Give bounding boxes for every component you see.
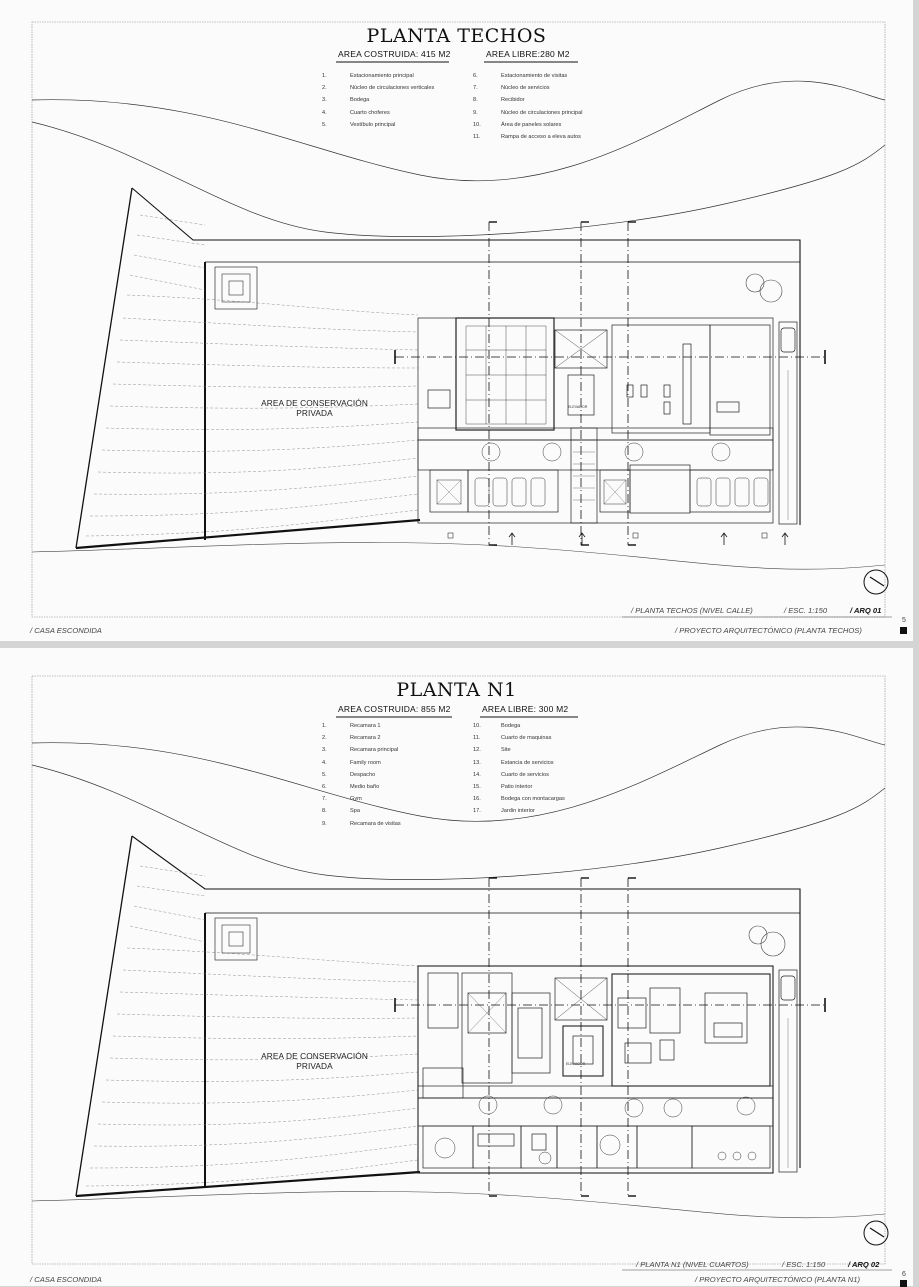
legend-item-text: Cuarto choferes — [350, 109, 390, 116]
legend-item-text: Estacionamiento de visitas — [501, 73, 568, 79]
scale-label: / ESC. 1:150 — [782, 1260, 826, 1269]
plan-sheet-n1 — [0, 648, 913, 1286]
legend-item-number: 9. — [473, 109, 478, 116]
legend-item — [473, 94, 582, 106]
legend-item-text: Núcleo de circulaciones verticales — [350, 85, 435, 92]
legend-item — [473, 757, 565, 769]
legend-item — [322, 720, 401, 732]
legend-item — [473, 732, 565, 744]
legend-item-text: Área de paneles solares — [501, 121, 562, 128]
legend-item — [473, 793, 565, 805]
sheet-code — [848, 1260, 879, 1269]
legend-item-number: 6. — [473, 73, 478, 79]
legend-item-number: 17. — [473, 808, 481, 815]
legend-item — [322, 94, 434, 106]
project-subtitle: / PROYECTO ARQUITECTÓNICO (PLANTA TECHOS) — [675, 626, 862, 635]
legend-item — [473, 107, 582, 119]
plan-sheet-roof — [0, 0, 913, 641]
conservation-area-label — [252, 1051, 377, 1071]
elevator-label: ELEVADOR — [568, 405, 588, 409]
legend-item-text: Family room — [350, 759, 381, 766]
legend-item-number: 7. — [473, 85, 478, 92]
legend-item — [473, 744, 565, 756]
area-free: AREA LIBRE:280 M2 — [486, 49, 570, 59]
legend-item-text: Bodega — [501, 723, 521, 729]
legend-item-number: 5. — [322, 771, 327, 778]
legend-item-text: Recamara principal — [350, 747, 399, 754]
legend-item — [322, 793, 401, 805]
sheet-title: PLANTA N1 — [396, 679, 517, 701]
legend-item — [322, 818, 401, 830]
legend-item-number: 16. — [473, 796, 481, 803]
legend-item-number: 10. — [473, 121, 481, 128]
legend-item-number: 13. — [473, 759, 481, 766]
legend-item-number: 2. — [322, 735, 327, 742]
legend-item — [473, 82, 582, 94]
legend-item-text: Jardin interior — [501, 808, 535, 815]
scale-label: / ESC. 1:150 — [784, 606, 828, 615]
legend-item — [473, 781, 565, 793]
legend-item — [473, 131, 582, 143]
legend-item-text: Bodega — [350, 97, 370, 104]
page-marker — [900, 627, 907, 634]
legend-item — [322, 107, 434, 119]
legend-item-number: 9. — [322, 820, 327, 827]
legend-item — [322, 119, 434, 131]
legend-item — [473, 769, 565, 781]
legend-item-number: 3. — [322, 97, 327, 104]
legend-item-number: 8. — [322, 808, 327, 815]
legend-item — [473, 805, 565, 817]
legend-item-number: 3. — [322, 747, 327, 754]
legend-item-text: Estancia de servicios — [501, 759, 554, 766]
legend-item-number: 1. — [322, 73, 327, 79]
conservation-label-line-2: PRIVADA — [296, 1061, 333, 1071]
sheet-code-text: / ARQ 02 — [848, 1260, 880, 1269]
legend-item-text: Recamara de visitas — [350, 820, 401, 827]
legend-item-text: Vestíbulo principal — [350, 121, 396, 128]
project-name: / CASA ESCONDIDA — [30, 1275, 102, 1284]
legend-item-text: Núcleo de servicios — [501, 85, 550, 92]
legend-item — [322, 70, 434, 82]
legend-column-right — [473, 70, 582, 143]
plan-label: / PLANTA N1 (NIVEL CUARTOS) — [636, 1260, 749, 1269]
elevator-label: ELEVADOR — [566, 1062, 586, 1066]
legend-item-number: 4. — [322, 109, 327, 116]
legend-item-number: 10. — [473, 723, 481, 729]
page-number: 6 — [902, 1271, 906, 1278]
conservation-area-label — [252, 398, 377, 418]
legend-item-text: Rampa de acceso a eleva autos — [501, 134, 581, 141]
legend-item-text: Gym — [350, 796, 362, 803]
legend-item-number: 4. — [322, 759, 327, 766]
area-built: AREA COSTRUIDA: 415 M2 — [338, 49, 451, 59]
legend-item-number: 12. — [473, 747, 481, 754]
legend-item-text: Cuarto de servicios — [501, 771, 549, 778]
legend-item-number: 6. — [322, 784, 327, 791]
legend-item-text: Recibidor — [501, 97, 525, 104]
area-free: AREA LIBRE: 300 M2 — [482, 704, 569, 714]
legend-item — [322, 769, 401, 781]
sheet-code — [850, 606, 881, 615]
legend-item — [473, 70, 582, 82]
legend-item-number: 7. — [322, 796, 327, 803]
legend-item-number: 2. — [322, 85, 327, 92]
legend-item-text: Medio baño — [350, 784, 380, 791]
legend-item-number: 11. — [473, 735, 481, 742]
area-built: AREA COSTRUIDA: 855 M2 — [338, 704, 451, 714]
legend-item-text: Cuarto de maquinas — [501, 735, 552, 742]
legend-item-text: Estacionamiento principal — [350, 73, 414, 79]
legend-item-number: 15. — [473, 784, 481, 791]
sheet-code-text: / ARQ 01 — [850, 606, 882, 615]
legend-item-text: Núcleo de circulaciones principal — [501, 109, 583, 116]
conservation-label-line-1: AREA DE CONSERVACIÓN — [261, 1051, 368, 1061]
n1-floor-plan-drawing — [0, 648, 913, 1286]
legend-item-number: 14. — [473, 771, 481, 778]
legend-item — [322, 732, 401, 744]
legend-item — [322, 805, 401, 817]
area-underline — [336, 61, 578, 64]
conservation-label-line-2: PRIVADA — [296, 408, 333, 418]
legend-item-text: Recamara 2 — [350, 735, 381, 742]
legend-item — [473, 119, 582, 131]
legend-item — [322, 781, 401, 793]
legend-item-text: Spa — [350, 808, 360, 815]
legend-item — [322, 82, 434, 94]
legend-item-text: Patio interior — [501, 784, 533, 791]
legend-column-right — [473, 720, 565, 818]
legend-item-number: 8. — [473, 97, 478, 104]
legend-item-number: 1. — [322, 723, 327, 729]
legend-item — [322, 757, 401, 769]
legend-item-number: 11. — [473, 134, 481, 141]
legend-item-text: Site — [501, 747, 511, 754]
legend-item-text: Recamara 1 — [350, 723, 381, 729]
page-number: 5 — [902, 617, 906, 624]
legend-column-left — [322, 70, 434, 131]
legend-item — [473, 720, 565, 732]
area-underline — [336, 716, 578, 719]
project-name: / CASA ESCONDIDA — [30, 626, 102, 635]
sheet-title: PLANTA TECHOS — [366, 25, 547, 47]
legend-item — [322, 744, 401, 756]
conservation-label-line-1: AREA DE CONSERVACIÓN — [261, 398, 368, 408]
legend-item-text: Bodega con montacargas — [501, 796, 565, 803]
legend-column-left — [322, 720, 401, 830]
legend-item-text: Despacho — [350, 771, 376, 778]
roof-floor-plan-drawing — [0, 0, 913, 641]
project-subtitle: / PROYECTO ARQUITECTÓNICO (PLANTA N1) — [695, 1275, 860, 1284]
legend-item-number: 5. — [322, 121, 327, 128]
plan-label: / PLANTA TECHOS (NIVEL CALLE) — [631, 606, 753, 615]
